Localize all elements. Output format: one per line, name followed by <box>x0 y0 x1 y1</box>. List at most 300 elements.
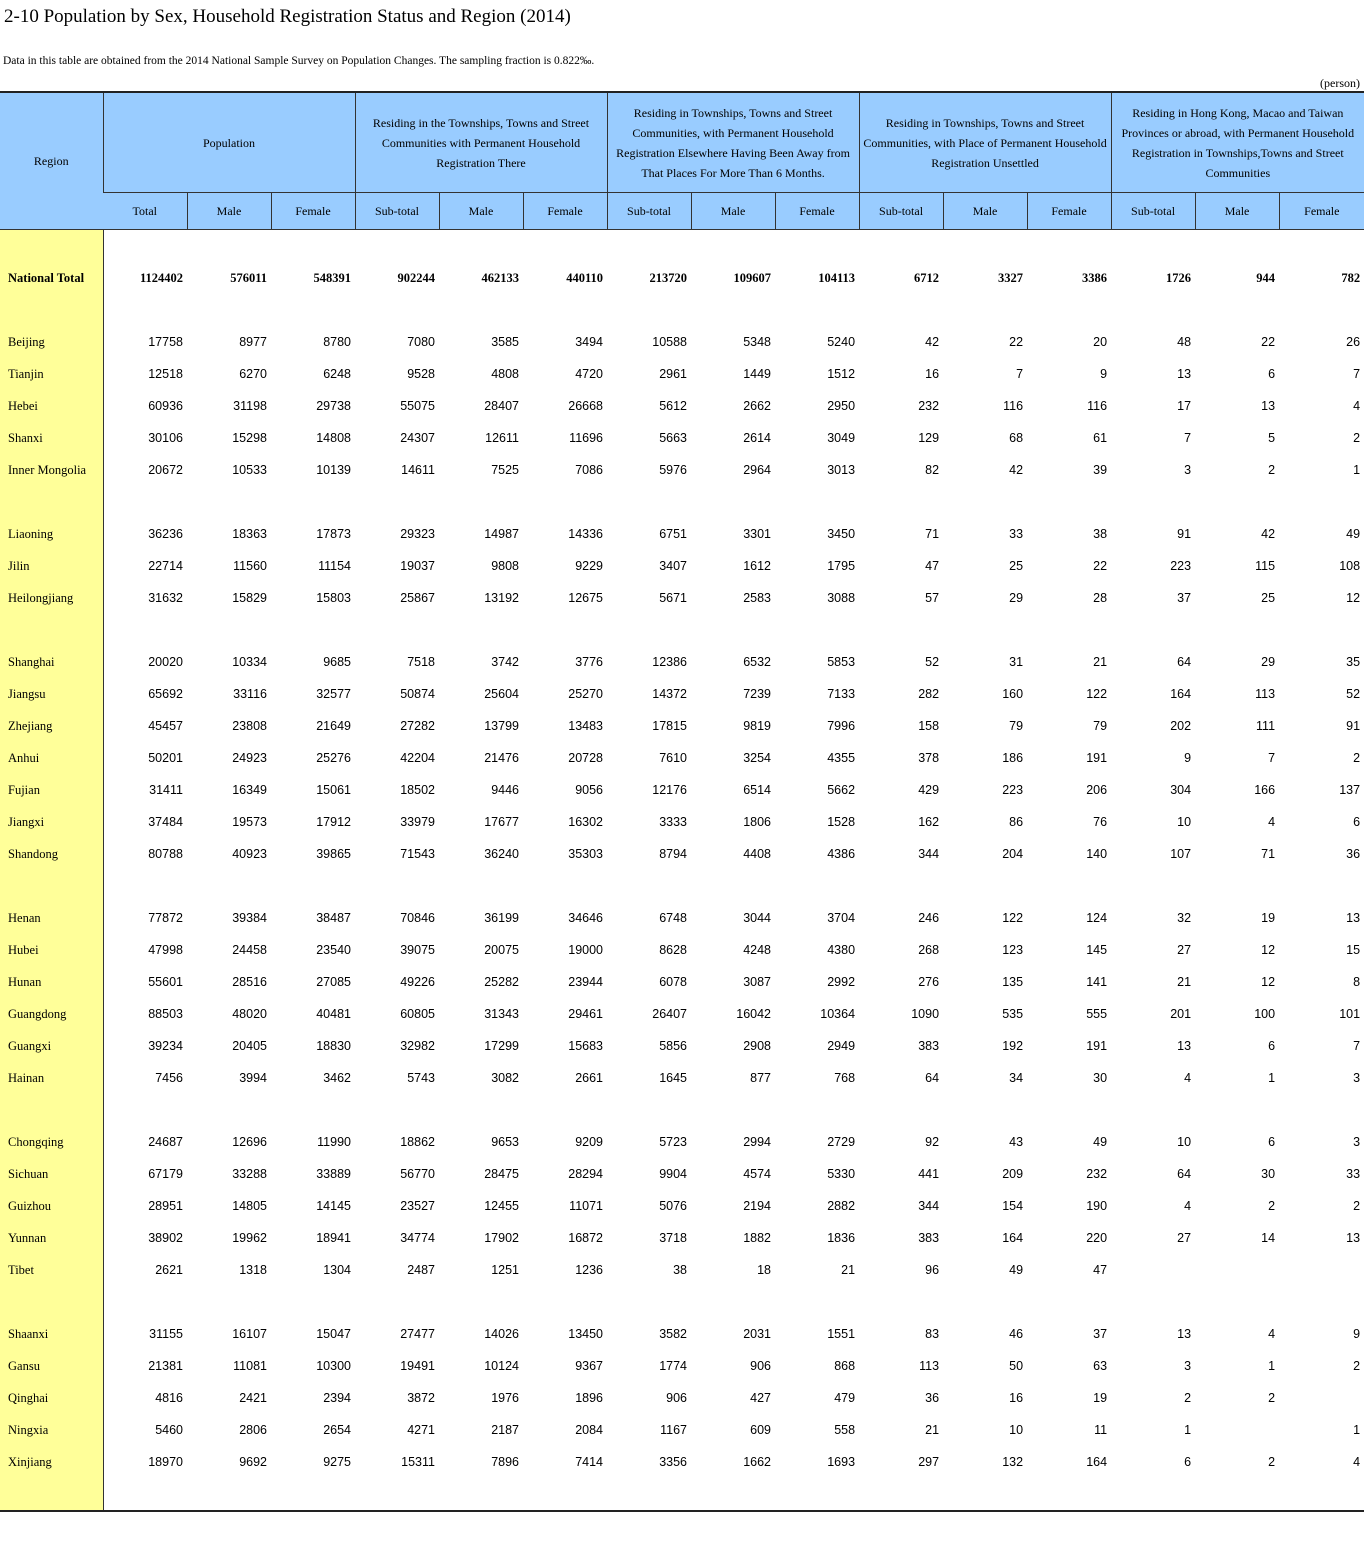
value-cell: 14336 <box>568 527 604 541</box>
value-cell: 3049 <box>827 431 856 445</box>
region-name-cell: Guizhou <box>0 1190 103 1222</box>
value-cell: 88503 <box>148 1007 183 1021</box>
value-cell: 27477 <box>400 1327 435 1341</box>
value-cell: 6 <box>1268 1039 1276 1053</box>
value-cell: 28407 <box>484 399 519 413</box>
value-cell: 24307 <box>400 431 435 445</box>
value-cell: 223 <box>1002 783 1024 797</box>
value-cell: 5723 <box>659 1135 688 1149</box>
value-cell: 10364 <box>820 1007 856 1021</box>
value-cell: 31632 <box>148 591 183 605</box>
table-row <box>0 550 1364 582</box>
value-cell: 30 <box>1093 1071 1108 1085</box>
value-cell: 1167 <box>660 1423 688 1437</box>
value-cell: 20405 <box>232 1039 267 1053</box>
value-cell: 9819 <box>743 719 772 733</box>
value-cell: 65692 <box>148 687 183 701</box>
value-cell: 17902 <box>484 1231 519 1245</box>
region-name-cell: Inner Mongolia <box>0 454 103 486</box>
value-cell: 24923 <box>232 751 267 765</box>
table-row <box>0 1446 1364 1478</box>
value-cell: 29738 <box>316 399 351 413</box>
value-cell: 1795 <box>827 559 856 573</box>
value-cell: 6 <box>1353 815 1361 829</box>
value-cell: 9692 <box>239 1455 267 1469</box>
value-cell: 9528 <box>407 367 435 381</box>
subcolumn-header: Male <box>943 193 1027 230</box>
value-cell: 204 <box>1002 847 1024 861</box>
value-cell: 71 <box>925 527 940 541</box>
value-cell: 39384 <box>232 911 267 925</box>
value-cell: 122 <box>1086 687 1108 701</box>
value-cell: 9056 <box>575 783 604 797</box>
value-cell: 383 <box>918 1039 940 1053</box>
value-cell: 64 <box>925 1071 940 1085</box>
value-cell: 60936 <box>148 399 183 413</box>
spacer-row <box>0 230 1364 263</box>
value-cell: 19 <box>1093 1391 1108 1405</box>
value-cell: 23944 <box>568 975 604 989</box>
value-cell: 18 <box>757 1263 772 1277</box>
value-cell: 27 <box>1177 1231 1192 1245</box>
value-cell: 50201 <box>148 751 183 765</box>
value-cell: 3301 <box>743 527 772 541</box>
value-cell: 49 <box>1093 1135 1108 1149</box>
region-name-cell: Gansu <box>0 1350 103 1382</box>
value-cell: 160 <box>1002 687 1024 701</box>
value-cell: 111 <box>1256 719 1276 733</box>
value-cell: 129 <box>918 431 940 445</box>
value-cell: 5663 <box>659 431 688 445</box>
value-cell: 5743 <box>407 1071 435 1085</box>
value-cell: 68 <box>1009 431 1024 445</box>
region-name-cell: Shaanxi <box>0 1318 103 1350</box>
value-cell: 5612 <box>659 399 688 413</box>
table-row <box>0 1382 1364 1414</box>
value-cell: 29461 <box>568 1007 604 1021</box>
region-name-cell: Jilin <box>0 550 103 582</box>
value-cell: 14611 <box>401 463 435 477</box>
value-cell: 609 <box>750 1423 772 1437</box>
value-cell: 21649 <box>316 719 351 733</box>
value-cell: 3407 <box>659 559 688 573</box>
value-cell: 4271 <box>407 1423 435 1437</box>
value-cell: 28 <box>1093 591 1108 605</box>
value-cell: 3776 <box>575 655 604 669</box>
value-cell: 440110 <box>566 270 604 285</box>
value-cell: 57 <box>925 591 940 605</box>
value-cell: 7518 <box>407 655 435 669</box>
population-table-container <box>0 91 1364 1512</box>
value-cell: 34 <box>1009 1071 1024 1085</box>
value-cell: 2950 <box>827 399 856 413</box>
value-cell: 2 <box>1268 1391 1276 1405</box>
value-cell: 32982 <box>400 1039 435 1053</box>
value-cell: 25604 <box>484 687 519 701</box>
value-cell: 30 <box>1261 1167 1276 1181</box>
value-cell: 3254 <box>743 751 772 765</box>
table-row <box>0 582 1364 614</box>
value-cell: 3044 <box>743 911 772 925</box>
table-row <box>0 1350 1364 1382</box>
table-row <box>0 1158 1364 1190</box>
table-row <box>0 1030 1364 1062</box>
value-cell: 2187 <box>491 1423 519 1437</box>
value-cell: 38902 <box>148 1231 183 1245</box>
value-cell: 16302 <box>568 815 604 829</box>
region-name-cell: Jiangxi <box>0 806 103 838</box>
value-cell: 20728 <box>568 751 604 765</box>
value-cell: 232 <box>1086 1167 1108 1181</box>
region-name-cell: Liaoning <box>0 518 103 550</box>
value-cell: 158 <box>918 719 940 733</box>
value-cell: 15047 <box>316 1327 351 1341</box>
value-cell: 2662 <box>743 399 772 413</box>
value-cell: 113 <box>919 1359 940 1373</box>
value-cell: 26 <box>1346 335 1361 349</box>
table-row <box>0 646 1364 678</box>
value-cell: 63 <box>1093 1359 1108 1373</box>
value-cell: 55075 <box>400 399 435 413</box>
value-cell: 13483 <box>568 719 604 733</box>
value-cell: 868 <box>834 1359 856 1373</box>
value-cell: 3356 <box>659 1455 688 1469</box>
value-cell: 38487 <box>316 911 351 925</box>
region-name-cell: Chongqing <box>0 1126 103 1158</box>
value-cell: 14987 <box>484 527 519 541</box>
table-row <box>0 422 1364 454</box>
value-cell: 7080 <box>407 335 435 349</box>
subcolumn-header: Sub-total <box>355 193 439 230</box>
value-cell: 2964 <box>743 463 772 477</box>
value-cell: 902244 <box>397 270 435 285</box>
value-cell: 135 <box>1002 975 1024 989</box>
value-cell: 1896 <box>575 1391 604 1405</box>
value-cell <box>1195 1254 1279 1286</box>
value-cell: 7996 <box>827 719 856 733</box>
value-cell: 548391 <box>313 270 351 285</box>
value-cell: 3718 <box>659 1231 688 1245</box>
value-cell: 3494 <box>575 335 604 349</box>
value-cell: 1882 <box>743 1231 772 1245</box>
value-cell: 12 <box>1261 943 1276 957</box>
value-cell: 9685 <box>323 655 351 669</box>
value-cell: 13 <box>1177 1039 1192 1053</box>
value-cell: 4248 <box>743 943 772 957</box>
value-cell: 8794 <box>659 847 688 861</box>
region-name-cell: Shandong <box>0 838 103 870</box>
value-cell: 13192 <box>484 591 519 605</box>
value-cell: 18502 <box>400 783 435 797</box>
value-cell: 164 <box>1002 1231 1024 1245</box>
value-cell: 3082 <box>491 1071 519 1085</box>
value-cell: 71543 <box>400 847 435 861</box>
value-cell: 25867 <box>400 591 435 605</box>
value-cell: 79 <box>1009 719 1024 733</box>
region-name-cell: Yunnan <box>0 1222 103 1254</box>
value-cell: 19 <box>1261 911 1276 925</box>
page-title: 2-10 Population by Sex, Household Registration Status and Region (2014) <box>4 6 571 27</box>
subcolumn-header: Female <box>1279 193 1364 230</box>
value-cell: 14372 <box>652 687 688 701</box>
region-name-cell: Sichuan <box>0 1158 103 1190</box>
value-cell: 18941 <box>316 1231 351 1245</box>
value-cell: 7133 <box>827 687 856 701</box>
spacer-row <box>0 1478 1364 1511</box>
value-cell: 782 <box>1341 270 1361 285</box>
value-cell: 9229 <box>575 559 604 573</box>
value-cell: 2194 <box>743 1199 772 1213</box>
table-body <box>0 230 1364 1512</box>
value-cell: 19037 <box>400 559 435 573</box>
value-cell: 140 <box>1086 847 1108 861</box>
subcolumn-header: Sub-total <box>859 193 943 230</box>
value-cell: 1 <box>1353 1423 1361 1437</box>
value-cell: 55601 <box>148 975 183 989</box>
value-cell: 3582 <box>659 1327 688 1341</box>
value-cell: 202 <box>1170 719 1192 733</box>
table-row <box>0 518 1364 550</box>
value-cell: 535 <box>1002 1007 1024 1021</box>
value-cell: 13 <box>1177 1327 1192 1341</box>
value-cell: 39234 <box>148 1039 183 1053</box>
value-cell: 441 <box>918 1167 940 1181</box>
value-cell: 9 <box>1100 367 1108 381</box>
value-cell: 15298 <box>232 431 267 445</box>
data-source-note: Data in this table are obtained from the 2014 National Sample Survey on Population Changes. The sampling fraction is 0.822‰. <box>3 55 595 67</box>
value-cell: 37 <box>1177 591 1192 605</box>
value-cell: 11071 <box>569 1199 604 1213</box>
value-cell: 108 <box>1339 559 1361 573</box>
value-cell: 3 <box>1353 1135 1361 1149</box>
value-cell: 2487 <box>407 1263 435 1277</box>
value-cell: 49226 <box>400 975 435 989</box>
subcolumn-header: Female <box>1027 193 1111 230</box>
value-cell: 12 <box>1261 975 1276 989</box>
table-header <box>0 92 1364 230</box>
value-cell: 35 <box>1346 655 1361 669</box>
value-cell: 2084 <box>575 1423 604 1437</box>
value-cell: 4816 <box>155 1391 183 1405</box>
value-cell: 13799 <box>484 719 519 733</box>
region-name-cell: Shanghai <box>0 646 103 678</box>
value-cell <box>1279 1382 1364 1414</box>
value-cell: 3462 <box>323 1071 351 1085</box>
value-cell: 36 <box>925 1391 940 1405</box>
region-name-cell: Guangdong <box>0 998 103 1030</box>
value-cell: 39075 <box>400 943 435 957</box>
value-cell: 4720 <box>575 367 604 381</box>
value-cell: 70846 <box>400 911 435 925</box>
value-cell: 12611 <box>485 431 519 445</box>
value-cell: 558 <box>834 1423 856 1437</box>
value-cell: 3327 <box>998 270 1024 285</box>
value-cell: 5330 <box>827 1167 856 1181</box>
value-cell: 9446 <box>491 783 519 797</box>
table-row <box>0 1254 1364 1286</box>
value-cell: 1 <box>1353 463 1361 477</box>
value-cell: 15311 <box>401 1455 435 1469</box>
value-cell: 555 <box>1086 1007 1108 1021</box>
value-cell: 79 <box>1093 719 1108 733</box>
subcolumn-header: Sub-total <box>1111 193 1195 230</box>
value-cell: 21 <box>1093 655 1108 669</box>
value-cell: 6 <box>1184 1455 1192 1469</box>
value-cell: 48020 <box>232 1007 267 1021</box>
value-cell: 462133 <box>481 270 519 285</box>
value-cell: 9808 <box>491 559 519 573</box>
value-cell: 944 <box>1256 270 1276 285</box>
value-cell: 6751 <box>659 527 688 541</box>
value-cell: 145 <box>1086 943 1108 957</box>
value-cell: 49 <box>1009 1263 1024 1277</box>
value-cell: 33116 <box>233 687 267 701</box>
value-cell: 1774 <box>659 1359 688 1373</box>
table-row <box>0 358 1364 390</box>
value-cell: 17 <box>1177 399 1192 413</box>
table-row <box>0 966 1364 998</box>
value-cell: 21381 <box>148 1359 183 1373</box>
value-cell: 19573 <box>232 815 267 829</box>
value-cell: 12386 <box>652 655 688 669</box>
value-cell: 31343 <box>484 1007 519 1021</box>
value-cell: 10 <box>1177 815 1192 829</box>
value-cell: 122 <box>1002 911 1024 925</box>
value-cell: 7896 <box>491 1455 519 1469</box>
table-row <box>0 1414 1364 1446</box>
value-cell: 36240 <box>484 847 519 861</box>
subcolumn-header: Male <box>187 193 271 230</box>
value-cell: 344 <box>918 1199 940 1213</box>
value-cell: 18363 <box>232 527 267 541</box>
value-cell: 4408 <box>743 847 772 861</box>
value-cell: 19491 <box>400 1359 435 1373</box>
value-cell: 42 <box>925 335 940 349</box>
value-cell: 17677 <box>484 815 519 829</box>
value-cell: 164 <box>1086 1455 1108 1469</box>
value-cell: 25270 <box>568 687 604 701</box>
value-cell: 31411 <box>149 783 183 797</box>
value-cell: 9367 <box>575 1359 604 1373</box>
region-name-cell: Hunan <box>0 966 103 998</box>
region-name-cell: Fujian <box>0 774 103 806</box>
value-cell: 21 <box>925 1423 940 1437</box>
value-cell: 26668 <box>568 399 604 413</box>
value-cell: 164 <box>1170 687 1192 701</box>
value-cell: 6 <box>1268 367 1276 381</box>
value-cell: 36199 <box>484 911 519 925</box>
value-cell: 47998 <box>148 943 183 957</box>
value-cell: 4 <box>1184 1199 1192 1213</box>
value-cell: 1662 <box>743 1455 772 1469</box>
value-cell: 17815 <box>652 719 688 733</box>
subcolumn-header: Female <box>271 193 355 230</box>
region-name-cell: Qinghai <box>0 1382 103 1414</box>
value-cell: 12455 <box>484 1199 519 1213</box>
value-cell: 22 <box>1261 335 1276 349</box>
value-cell: 2 <box>1268 463 1276 477</box>
value-cell: 10124 <box>484 1359 519 1373</box>
value-cell: 10 <box>1177 1135 1192 1149</box>
spacer-row <box>0 1094 1364 1126</box>
table-row <box>0 326 1364 358</box>
group-header-population: Population <box>103 92 355 193</box>
value-cell: 80788 <box>148 847 183 861</box>
value-cell: 2 <box>1353 431 1361 445</box>
group-header-registration-elsewhere: Residing in Townships, Towns and Street Communities, with Permanent Household Registration Elsewhere Having Been Away from That Places For More Than 6 Months. <box>607 92 859 193</box>
value-cell: 297 <box>918 1455 940 1469</box>
value-cell: 91 <box>1346 719 1361 733</box>
region-name-cell: Xinjiang <box>0 1446 103 1478</box>
value-cell: 137 <box>1339 783 1361 797</box>
value-cell: 3872 <box>407 1391 435 1405</box>
value-cell: 42 <box>1261 527 1276 541</box>
value-cell: 1251 <box>491 1263 519 1277</box>
value-cell: 304 <box>1170 783 1192 797</box>
table-row <box>0 998 1364 1030</box>
value-cell: 4 <box>1184 1071 1192 1085</box>
table-row <box>0 710 1364 742</box>
value-cell: 35303 <box>568 847 604 861</box>
table-row <box>0 454 1364 486</box>
value-cell: 2421 <box>239 1391 267 1405</box>
subcolumn-header: Total <box>103 193 187 230</box>
value-cell: 3333 <box>659 815 688 829</box>
value-cell: 11696 <box>569 431 604 445</box>
value-cell: 16107 <box>232 1327 267 1341</box>
value-cell: 28294 <box>568 1167 604 1181</box>
value-cell: 10 <box>1009 1423 1024 1437</box>
value-cell: 39865 <box>316 847 351 861</box>
value-cell: 344 <box>918 847 940 861</box>
value-cell: 45457 <box>148 719 183 733</box>
value-cell: 2 <box>1353 751 1361 765</box>
value-cell: 34774 <box>400 1231 435 1245</box>
region-name-cell: Henan <box>0 902 103 934</box>
value-cell <box>1279 1254 1364 1286</box>
spacer-row <box>0 614 1364 646</box>
value-cell: 12518 <box>148 367 183 381</box>
value-cell: 1976 <box>491 1391 519 1405</box>
spacer-row <box>0 1286 1364 1318</box>
value-cell: 11081 <box>233 1359 267 1373</box>
value-cell: 25 <box>1261 591 1276 605</box>
value-cell: 906 <box>750 1359 772 1373</box>
table-row <box>0 806 1364 838</box>
region-name-cell: Heilongjiang <box>0 582 103 614</box>
value-cell: 18970 <box>148 1455 183 1469</box>
value-cell: 2806 <box>239 1423 267 1437</box>
value-cell: 576011 <box>230 270 267 285</box>
subcolumn-header: Female <box>523 193 607 230</box>
table-row <box>0 390 1364 422</box>
value-cell: 83 <box>925 1327 940 1341</box>
group-header-local-registration: Residing in the Townships, Towns and Street Communities with Permanent Household Registration There <box>355 92 607 193</box>
value-cell: 10588 <box>652 335 688 349</box>
unit-label: (person) <box>1320 76 1360 90</box>
value-cell: 27282 <box>400 719 435 733</box>
region-name-cell: Jiangsu <box>0 678 103 710</box>
value-cell: 21476 <box>484 751 519 765</box>
value-cell: 24687 <box>148 1135 183 1149</box>
value-cell: 282 <box>918 687 940 701</box>
value-cell: 429 <box>918 783 940 797</box>
value-cell: 82 <box>925 463 940 477</box>
value-cell: 60805 <box>400 1007 435 1021</box>
value-cell: 96 <box>925 1263 940 1277</box>
value-cell: 7086 <box>575 463 604 477</box>
value-cell: 3994 <box>239 1071 267 1085</box>
